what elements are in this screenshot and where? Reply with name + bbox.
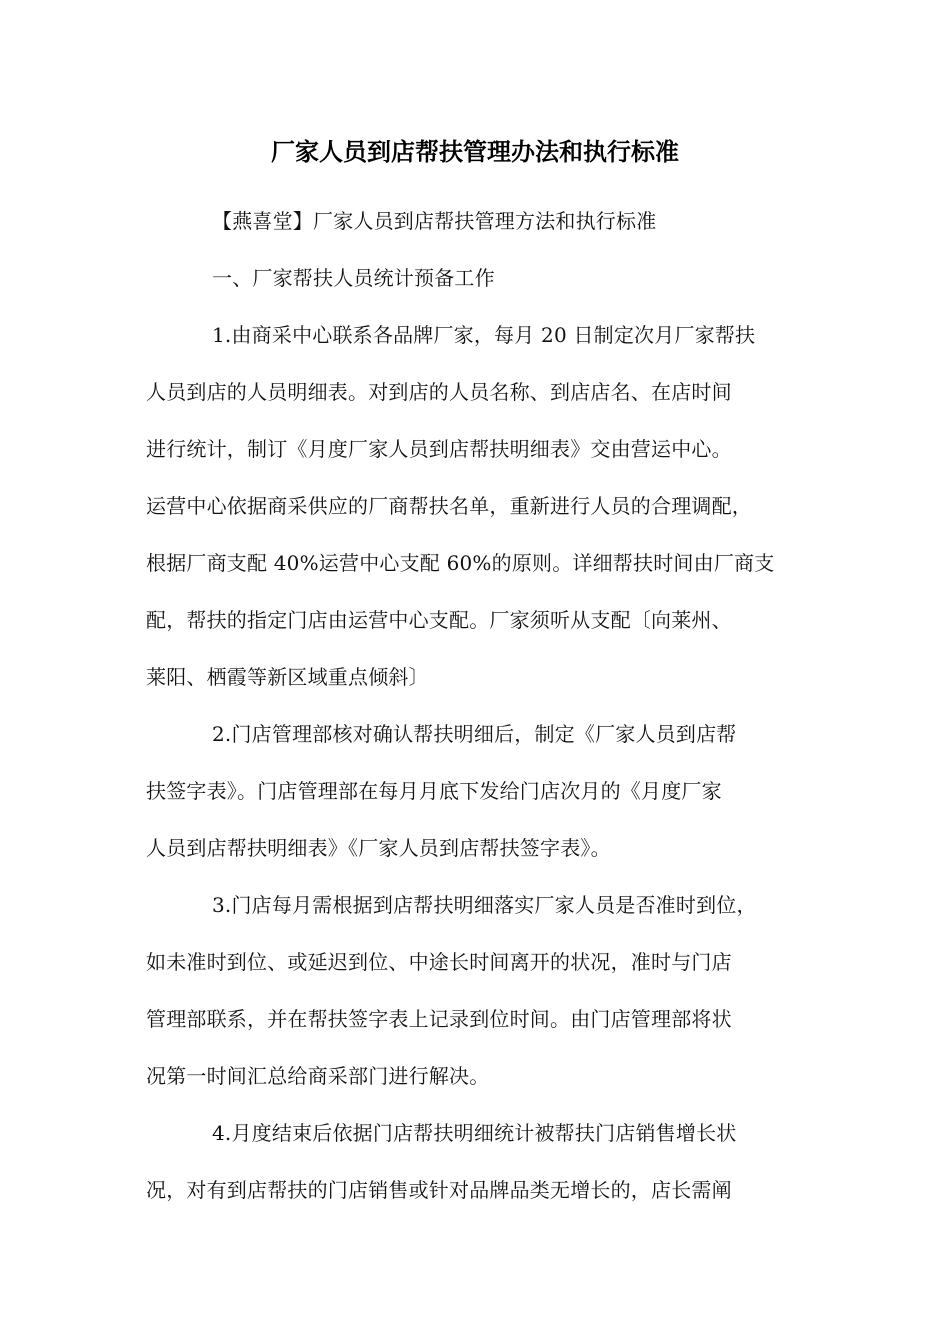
paragraph-line: 根据厂商支配 40%运营中心支配 60%的原则。详细帮扶时间由厂商支: [146, 551, 775, 575]
paragraph-line: 扶签字表》。门店管理部在每月月底下发给门店次月的《月度厂家: [146, 779, 722, 803]
paragraph-line: 进行统计，制订《月度厂家人员到店帮扶明细表》交由营运中心。: [146, 437, 732, 461]
paragraph-line: 1.由商采中心联系各品牌厂家，每月 20 日制定次月厂家帮扶: [212, 323, 756, 347]
paragraph-line: 莱阳、栖霞等新区域重点倾斜〕: [146, 665, 429, 689]
paragraph-line: 管理部联系，并在帮扶签字表上记录到位时间。由门店管理部将状: [146, 1007, 732, 1031]
paragraph-line: 人员到店帮扶明细表》《厂家人员到店帮扶签字表》。: [146, 836, 611, 860]
subtitle-line: 【燕喜堂】厂家人员到店帮扶管理方法和执行标准: [212, 209, 657, 233]
paragraph-line: 人员到店的人员明细表。对到店的人员名称、到店店名、在店时间: [146, 380, 732, 404]
section-heading: 一、厂家帮扶人员统计预备工作: [212, 266, 495, 290]
document-title: 厂家人员到店帮扶管理办法和执行标准: [271, 138, 679, 166]
paragraph-line: 配，帮扶的指定门店由运营中心支配。厂家须听从支配〔向莱州、: [146, 608, 732, 632]
paragraph-line: 况第一时间汇总给商采部门进行解决。: [146, 1064, 490, 1088]
paragraph-line: 3.门店每月需根据到店帮扶明细落实厂家人员是否准时到位，: [212, 893, 757, 917]
paragraph-line: 运营中心依据商采供应的厂商帮扶名单，重新进行人员的合理调配，: [146, 494, 752, 518]
paragraph-line: 况，对有到店帮扶的门店销售或针对品牌品类无增长的，店长需阐: [146, 1178, 732, 1202]
paragraph-line: 如未准时到位、或延迟到位、中途长时间离开的状况，准时与门店: [146, 950, 732, 974]
paragraph-line: 2.门店管理部核对确认帮扶明细后，制定《厂家人员到店帮: [212, 722, 737, 746]
paragraph-line: 4.月度结束后依据门店帮扶明细统计被帮扶门店销售增长状: [212, 1121, 737, 1145]
